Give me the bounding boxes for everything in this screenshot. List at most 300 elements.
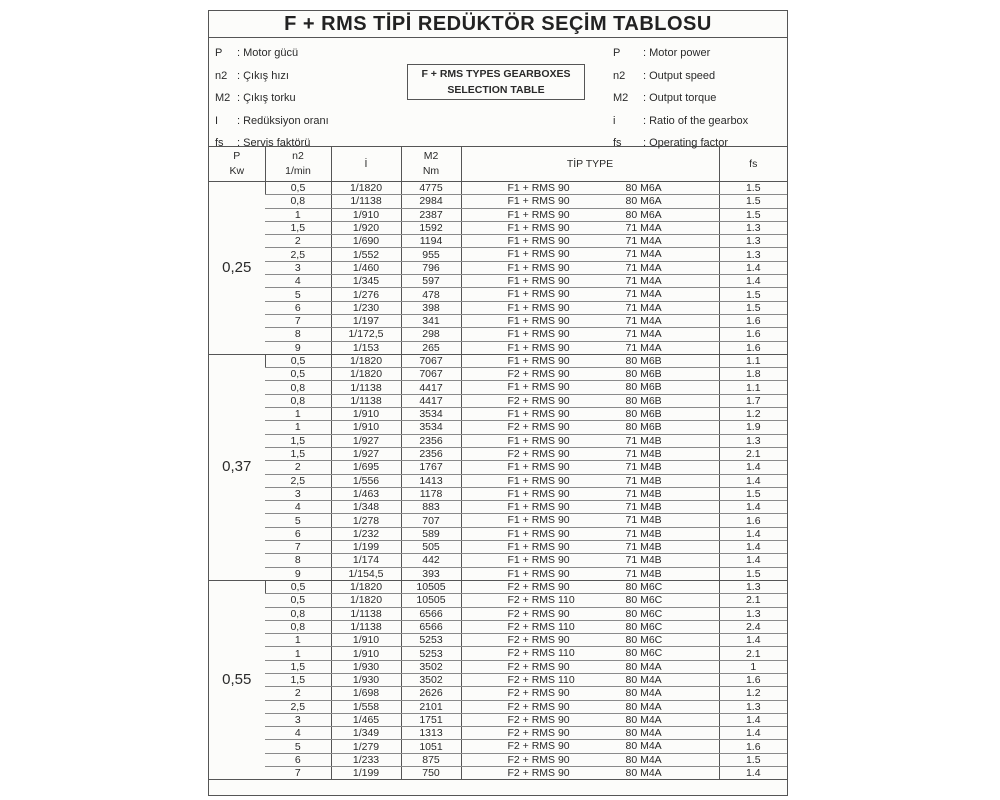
table-row [209,474,787,487]
cell-type [461,261,719,274]
cell-output-torque: 1751 [401,713,461,726]
cell-output-speed: 9 [265,567,331,580]
cell-ratio: 1/230 [331,301,401,314]
type-motor: 80 M6C [625,594,663,607]
type-gearbox: F2 + RMS 90 [507,753,570,766]
type-motor: 71 M4B [625,527,662,540]
cell-output-torque: 5253 [401,634,461,647]
type-motor: 71 M4B [625,554,662,567]
type-motor: 71 M4A [625,314,662,327]
type-gearbox: F2 + RMS 90 [507,767,570,780]
type-motor: 71 M4A [625,248,662,261]
table-row [209,753,787,766]
cell-output-speed: 4 [265,275,331,288]
cell-output-torque: 442 [401,554,461,567]
cell-output-speed: 2 [265,687,331,700]
cell-output-speed: 8 [265,554,331,567]
table-row [209,660,787,673]
table-row [209,487,787,500]
type-gearbox: F1 + RMS 90 [507,301,570,314]
cell-type [461,647,719,660]
type-motor: 71 M4A [625,261,662,274]
cell-service-factor: 1.9 [719,421,787,434]
type-motor: 80 M6C [625,607,663,620]
cell-output-torque: 393 [401,567,461,580]
subtitle-line-2: SELECTION TABLE [447,84,545,96]
type-gearbox: F1 + RMS 90 [507,275,570,288]
table-row [209,634,787,647]
table-row [209,261,787,274]
cell-output-torque: 2356 [401,434,461,447]
type-gearbox: F1 + RMS 90 [507,408,570,421]
table-row [209,182,787,195]
cell-ratio: 1/197 [331,314,401,327]
cell-type [461,221,719,234]
type-motor: 71 M4A [625,341,662,354]
gearbox-selection-table [209,147,787,780]
cell-service-factor: 1.4 [719,527,787,540]
legend-item: P : Motor gücü [215,47,299,59]
table-row [209,673,787,686]
cell-service-factor: 2.1 [719,594,787,607]
cell-output-torque: 1313 [401,727,461,740]
cell-service-factor: 1.5 [719,182,787,195]
cell-type [461,421,719,434]
cell-output-speed: 0,5 [265,354,331,367]
cell-output-speed: 7 [265,314,331,327]
type-motor: 71 M4B [625,447,662,460]
cell-service-factor: 1.3 [719,580,787,593]
cell-ratio: 1/556 [331,474,401,487]
cell-power: 0,37 [209,354,265,580]
type-motor: 80 M6B [625,368,662,381]
cell-output-torque: 265 [401,341,461,354]
cell-output-speed: 0,5 [265,580,331,593]
type-motor: 71 M4A [625,221,662,234]
table-row [209,235,787,248]
cell-output-torque: 3534 [401,421,461,434]
cell-type [461,208,719,221]
cell-output-speed: 0,8 [265,394,331,407]
cell-ratio: 1/349 [331,727,401,740]
cell-service-factor: 2.1 [719,647,787,660]
cell-type [461,740,719,753]
type-gearbox: F1 + RMS 90 [507,182,570,194]
table-row [209,580,787,593]
cell-output-torque: 2984 [401,195,461,208]
cell-output-torque: 3502 [401,660,461,673]
type-motor: 71 M4A [625,275,662,288]
cell-output-speed: 5 [265,514,331,527]
cell-type [461,567,719,580]
cell-output-speed: 1 [265,421,331,434]
cell-ratio: 1/927 [331,447,401,460]
type-gearbox: F2 + RMS 90 [507,634,570,647]
type-gearbox: F2 + RMS 90 [507,740,570,753]
cell-service-factor: 1.4 [719,767,787,780]
cell-ratio: 1/1138 [331,620,401,633]
selection-table-sheet [208,10,788,796]
type-motor: 80 M6C [625,634,663,647]
table-row [209,607,787,620]
type-gearbox: F1 + RMS 90 [507,461,570,474]
legend-turkish [215,42,329,155]
cell-output-torque: 2387 [401,208,461,221]
cell-output-speed: 0,8 [265,195,331,208]
header-power: P Kw [209,147,265,182]
type-motor: 80 M6A [625,208,662,221]
cell-type [461,314,719,327]
type-gearbox: F1 + RMS 90 [507,514,570,527]
type-gearbox: F1 + RMS 90 [507,328,570,341]
table-row [209,647,787,660]
cell-type [461,713,719,726]
legend-item: n2 : Çıkış hızı [215,69,289,82]
cell-output-torque: 750 [401,767,461,780]
type-gearbox: F1 + RMS 90 [507,261,570,274]
cell-service-factor: 1.6 [719,328,787,341]
type-motor: 71 M4B [625,474,662,487]
cell-type [461,700,719,713]
cell-output-torque: 597 [401,275,461,288]
cell-service-factor: 1.6 [719,314,787,327]
cell-output-torque: 1194 [401,235,461,248]
cell-ratio: 1/910 [331,208,401,221]
type-motor: 71 M4A [625,328,662,341]
type-motor: 80 M6A [625,195,662,208]
cell-output-torque: 2356 [401,447,461,460]
cell-output-speed: 2,5 [265,248,331,261]
cell-type [461,594,719,607]
cell-output-speed: 0,8 [265,620,331,633]
cell-output-torque: 1592 [401,221,461,234]
type-gearbox: F2 + RMS 90 [507,607,570,620]
cell-service-factor: 1.4 [719,634,787,647]
cell-output-torque: 6566 [401,607,461,620]
cell-output-speed: 2 [265,235,331,248]
type-gearbox: F2 + RMS 110 [507,594,575,607]
header-type: TİP TYPE [461,147,719,182]
legend-item: P : Motor power [613,47,711,59]
legend-item: n2 : Output speed [613,69,716,82]
legend-item: M2 : Output torque [613,92,717,104]
cell-output-speed: 8 [265,328,331,341]
cell-type [461,195,719,208]
type-motor: 71 M4B [625,541,662,554]
cell-output-speed: 6 [265,753,331,766]
type-gearbox: F1 + RMS 90 [507,221,570,234]
cell-service-factor: 1.1 [719,381,787,394]
type-motor: 80 M6C [625,620,663,633]
cell-type [461,753,719,766]
cell-output-torque: 298 [401,328,461,341]
cell-ratio: 1/1138 [331,394,401,407]
cell-output-speed: 7 [265,767,331,780]
table-row [209,248,787,261]
cell-service-factor: 1.3 [719,607,787,620]
table-row [209,208,787,221]
type-motor: 80 M6A [625,182,662,194]
cell-ratio: 1/278 [331,514,401,527]
type-motor: 80 M6C [625,647,663,660]
cell-output-torque: 883 [401,501,461,514]
header-ratio: İ [331,147,401,182]
cell-service-factor: 1.4 [719,461,787,474]
cell-output-speed: 0,5 [265,182,331,195]
cell-type [461,767,719,780]
table-row [209,354,787,367]
cell-service-factor: 1.6 [719,673,787,686]
table-body [209,182,787,780]
legend-item: M2 : Çıkış torku [215,92,296,104]
cell-type [461,541,719,554]
cell-type [461,580,719,593]
cell-output-speed: 1 [265,634,331,647]
type-motor: 80 M6B [625,381,662,394]
cell-ratio: 1/1820 [331,594,401,607]
cell-output-speed: 0,8 [265,607,331,620]
table-row [209,567,787,580]
cell-ratio: 1/199 [331,541,401,554]
cell-ratio: 1/1138 [331,607,401,620]
type-motor: 80 M6C [625,580,663,593]
cell-ratio: 1/910 [331,408,401,421]
type-gearbox: F1 + RMS 90 [507,541,570,554]
table-row [209,368,787,381]
cell-ratio: 1/1138 [331,381,401,394]
cell-ratio: 1/199 [331,767,401,780]
cell-output-speed: 3 [265,487,331,500]
table-row [209,727,787,740]
table-row [209,288,787,301]
cell-type [461,554,719,567]
cell-output-torque: 1767 [401,461,461,474]
cell-type [461,341,719,354]
table-row [209,394,787,407]
cell-type [461,354,719,367]
cell-output-torque: 6566 [401,620,461,633]
cell-service-factor: 1.6 [719,341,787,354]
type-gearbox: F1 + RMS 90 [507,248,570,261]
type-motor: 80 M4A [625,767,662,780]
cell-type [461,381,719,394]
cell-service-factor: 1.1 [719,354,787,367]
cell-output-torque: 955 [401,248,461,261]
cell-output-speed: 5 [265,288,331,301]
cell-ratio: 1/1138 [331,195,401,208]
cell-output-torque: 4417 [401,394,461,407]
cell-output-torque: 2101 [401,700,461,713]
table-row [209,527,787,540]
type-gearbox: F2 + RMS 110 [507,620,575,633]
cell-output-speed: 1,5 [265,447,331,460]
cell-ratio: 1/460 [331,261,401,274]
type-motor: 71 M4B [625,514,662,527]
cell-output-speed: 1,5 [265,660,331,673]
cell-service-factor: 1.6 [719,740,787,753]
table-row [209,541,787,554]
cell-type [461,434,719,447]
type-motor: 80 M6B [625,354,662,367]
table-row [209,713,787,726]
cell-type [461,487,719,500]
cell-power: 0,25 [209,182,265,355]
table-row [209,314,787,327]
type-motor: 80 M4A [625,687,662,700]
cell-type [461,275,719,288]
table-row [209,221,787,234]
cell-output-torque: 5253 [401,647,461,660]
type-gearbox: F2 + RMS 90 [507,713,570,726]
cell-service-factor: 1.2 [719,408,787,421]
cell-ratio: 1/910 [331,421,401,434]
cell-type [461,235,719,248]
cell-type [461,501,719,514]
cell-ratio: 1/233 [331,753,401,766]
cell-output-torque: 398 [401,301,461,314]
cell-service-factor: 1.4 [719,727,787,740]
cell-type [461,607,719,620]
cell-type [461,328,719,341]
cell-service-factor: 2.1 [719,447,787,460]
table-row [209,408,787,421]
table-row [209,275,787,288]
cell-type [461,288,719,301]
cell-ratio: 1/345 [331,275,401,288]
cell-type [461,461,719,474]
type-motor: 71 M4A [625,288,662,301]
cell-service-factor: 1 [719,660,787,673]
legend-item: fs : Operating factor [613,137,728,149]
type-motor: 80 M4A [625,700,662,713]
cell-type [461,634,719,647]
type-gearbox: F2 + RMS 90 [507,700,570,713]
type-gearbox: F1 + RMS 90 [507,195,570,208]
table-row [209,740,787,753]
header-service-factor: fs [719,147,787,182]
cell-ratio: 1/1820 [331,580,401,593]
type-motor: 80 M4A [625,727,662,740]
cell-output-speed: 6 [265,527,331,540]
cell-output-torque: 1051 [401,740,461,753]
cell-power: 0,55 [209,580,265,779]
cell-type [461,687,719,700]
cell-output-speed: 1,5 [265,673,331,686]
cell-output-torque: 875 [401,753,461,766]
cell-output-speed: 5 [265,740,331,753]
cell-service-factor: 1.4 [719,501,787,514]
cell-output-torque: 10505 [401,594,461,607]
cell-ratio: 1/920 [331,221,401,234]
cell-output-speed: 3 [265,713,331,726]
cell-service-factor: 1.2 [719,687,787,700]
cell-service-factor: 1.5 [719,753,787,766]
cell-service-factor: 1.4 [719,541,787,554]
header-output-speed: n2 1/min [265,147,331,182]
cell-ratio: 1/1820 [331,354,401,367]
cell-type [461,408,719,421]
type-gearbox: F1 + RMS 90 [507,235,570,248]
legend-item: i : Ratio of the gearbox [613,114,749,127]
type-gearbox: F2 + RMS 90 [507,368,570,381]
table-row [209,501,787,514]
cell-type [461,394,719,407]
cell-ratio: 1/172,5 [331,328,401,341]
cell-service-factor: 1.3 [719,700,787,713]
type-motor: 71 M4B [625,434,662,447]
cell-ratio: 1/698 [331,687,401,700]
table-row [209,381,787,394]
table-row [209,434,787,447]
cell-ratio: 1/927 [331,434,401,447]
cell-output-speed: 2,5 [265,700,331,713]
type-motor: 71 M4B [625,461,662,474]
type-gearbox: F1 + RMS 90 [507,434,570,447]
cell-output-speed: 0,5 [265,368,331,381]
type-gearbox: F1 + RMS 90 [507,381,570,394]
type-gearbox: F1 + RMS 90 [507,554,570,567]
cell-output-torque: 589 [401,527,461,540]
header-output-torque: M2 Nm [401,147,461,182]
legend-english [613,42,748,155]
cell-output-speed: 1 [265,408,331,421]
table-row [209,195,787,208]
cell-service-factor: 1.5 [719,487,787,500]
type-motor: 80 M4A [625,753,662,766]
table-row [209,328,787,341]
cell-output-speed: 2,5 [265,474,331,487]
type-gearbox: F1 + RMS 90 [507,288,570,301]
cell-output-speed: 2 [265,461,331,474]
cell-output-torque: 7067 [401,354,461,367]
type-gearbox: F1 + RMS 90 [507,501,570,514]
cell-service-factor: 1.4 [719,275,787,288]
cell-type [461,527,719,540]
cell-service-factor: 1.5 [719,301,787,314]
cell-service-factor: 1.4 [719,474,787,487]
legend-item: I : Redüksiyon oranı [215,114,329,127]
cell-output-torque: 341 [401,314,461,327]
cell-type [461,447,719,460]
table-row [209,687,787,700]
cell-type [461,474,719,487]
cell-type [461,660,719,673]
table-row [209,700,787,713]
type-gearbox: F2 + RMS 90 [507,687,570,700]
cell-output-speed: 9 [265,341,331,354]
cell-ratio: 1/174 [331,554,401,567]
cell-output-torque: 2626 [401,687,461,700]
cell-ratio: 1/910 [331,647,401,660]
cell-ratio: 1/276 [331,288,401,301]
table-row [209,461,787,474]
type-gearbox: F1 + RMS 90 [507,567,570,580]
cell-ratio: 1/930 [331,673,401,686]
type-gearbox: F2 + RMS 110 [507,673,575,686]
table-row [209,514,787,527]
cell-service-factor: 1.8 [719,368,787,381]
cell-output-speed: 0,8 [265,381,331,394]
type-motor: 71 M4B [625,487,662,500]
cell-ratio: 1/348 [331,501,401,514]
cell-service-factor: 1.5 [719,288,787,301]
cell-output-torque: 3534 [401,408,461,421]
type-motor: 80 M4A [625,660,662,673]
cell-ratio: 1/552 [331,248,401,261]
cell-ratio: 1/930 [331,660,401,673]
cell-service-factor: 1.4 [719,713,787,726]
cell-ratio: 1/558 [331,700,401,713]
